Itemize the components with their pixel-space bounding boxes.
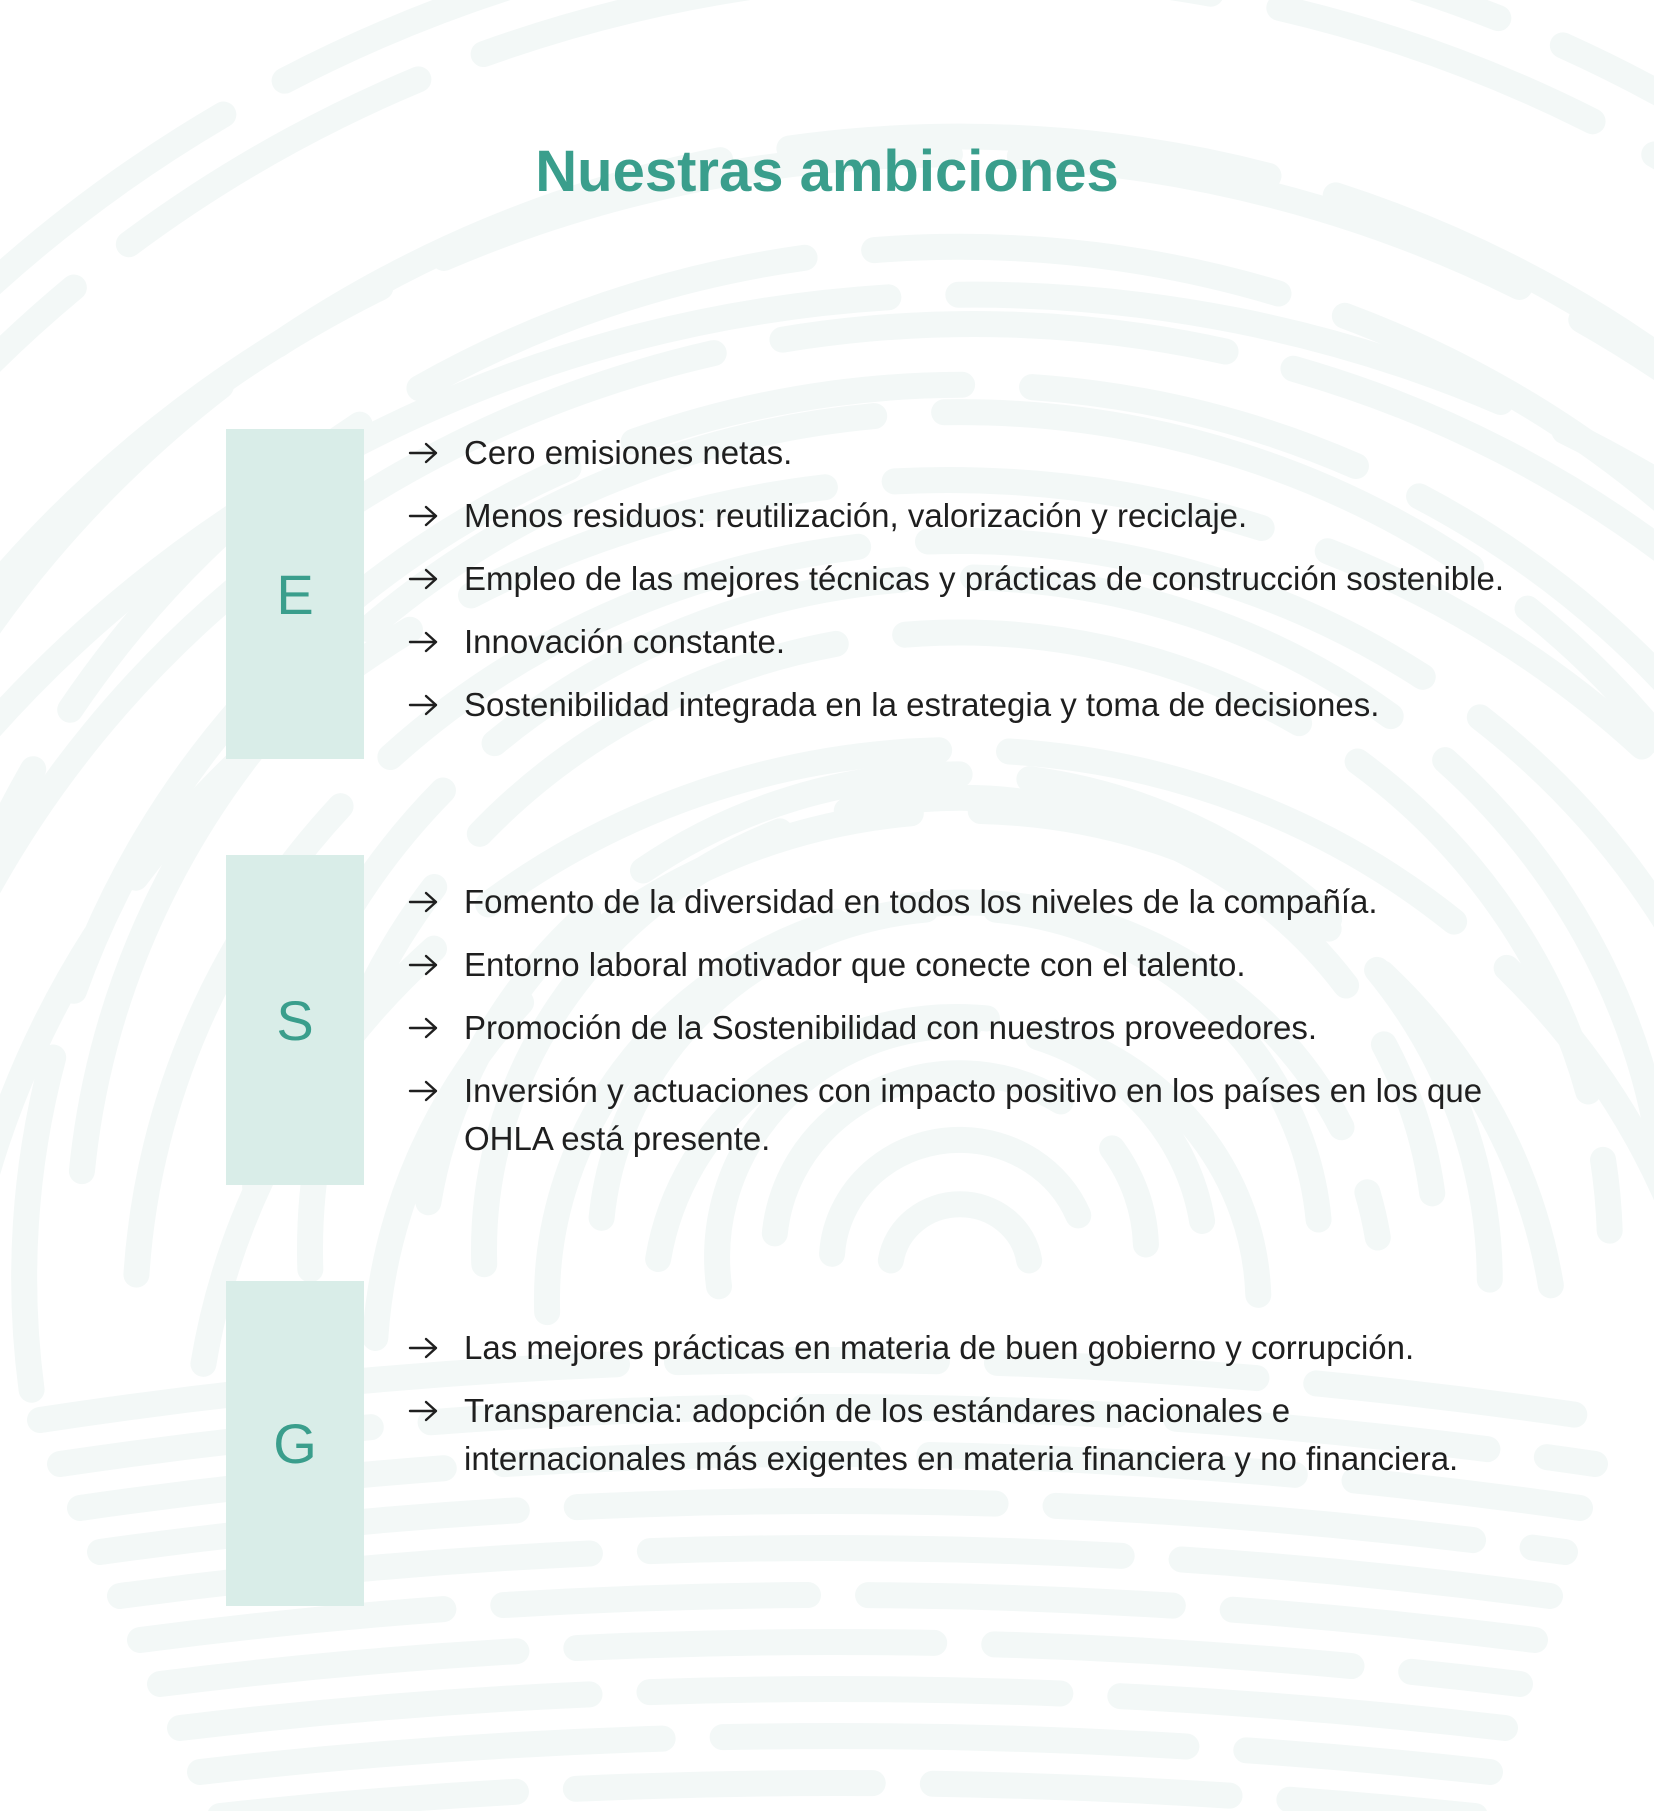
list-item-text: Empleo de las mejores técnicas y prácticas de construcción sostenible.	[464, 560, 1504, 597]
list-item-text: Innovación constante.	[464, 623, 786, 660]
section-social	[226, 855, 1526, 1185]
arrow-right-icon	[408, 1016, 440, 1040]
list-item	[408, 492, 1518, 540]
fingerprint-ridge	[200, 1736, 1490, 1772]
page-title: Nuestras ambiciones	[535, 139, 1119, 204]
ambition-list	[408, 429, 1518, 744]
ambition-list	[408, 878, 1518, 1178]
list-item-text: Menos residuos: reutilización, valorización y reciclaje.	[464, 497, 1248, 534]
esg-letter-box: G	[226, 1281, 364, 1606]
list-item	[408, 681, 1518, 729]
list-item-text: Entorno laboral motivador que conecte con el talento.	[464, 946, 1246, 983]
list-item	[408, 1387, 1518, 1483]
fingerprint-ridge	[891, 1204, 1029, 1260]
list-item	[408, 555, 1518, 603]
list-item-text: Las mejores prácticas en materia de buen gobierno y corrupción.	[464, 1329, 1415, 1366]
list-item	[408, 1004, 1518, 1052]
arrow-right-icon	[408, 890, 440, 914]
arrow-right-icon	[408, 630, 440, 654]
esg-letter-box: S	[226, 855, 364, 1185]
arrow-right-icon	[408, 567, 440, 591]
arrow-right-icon	[408, 1336, 440, 1360]
arrow-right-icon	[408, 693, 440, 717]
list-item	[408, 941, 1518, 989]
esg-letter-box: E	[226, 429, 364, 759]
list-item-text: Fomento de la diversidad en todos los niveles de la compañía.	[464, 883, 1378, 920]
list-item-text: Promoción de la Sostenibilidad con nuestros proveedores.	[464, 1009, 1318, 1046]
list-item	[408, 1324, 1518, 1372]
fingerprint-ridge	[220, 1783, 1475, 1811]
list-item-text: Cero emisiones netas.	[464, 434, 793, 471]
fingerprint-ridge	[180, 1689, 1505, 1728]
list-item	[408, 878, 1518, 926]
list-item-text: Inversión y actuaciones con impacto positivo en los países en los que OHLA está presente.	[464, 1072, 1483, 1157]
ambition-list	[408, 1324, 1518, 1498]
arrow-right-icon	[408, 504, 440, 528]
arrow-right-icon	[408, 1079, 440, 1103]
arrow-right-icon	[408, 953, 440, 977]
list-item	[408, 429, 1518, 477]
list-item	[408, 618, 1518, 666]
section-governance	[226, 1281, 1526, 1606]
list-item-text: Transparencia: adopción de los estándares nacionales e internacionales más exigentes en materia financiera y no financiera.	[464, 1392, 1459, 1477]
list-item-text: Sostenibilidad integrada en la estrategia y toma de decisiones.	[464, 686, 1380, 723]
list-item	[408, 1067, 1518, 1163]
section-environmental	[226, 429, 1526, 759]
arrow-right-icon	[408, 441, 440, 465]
arrow-right-icon	[408, 1399, 440, 1423]
